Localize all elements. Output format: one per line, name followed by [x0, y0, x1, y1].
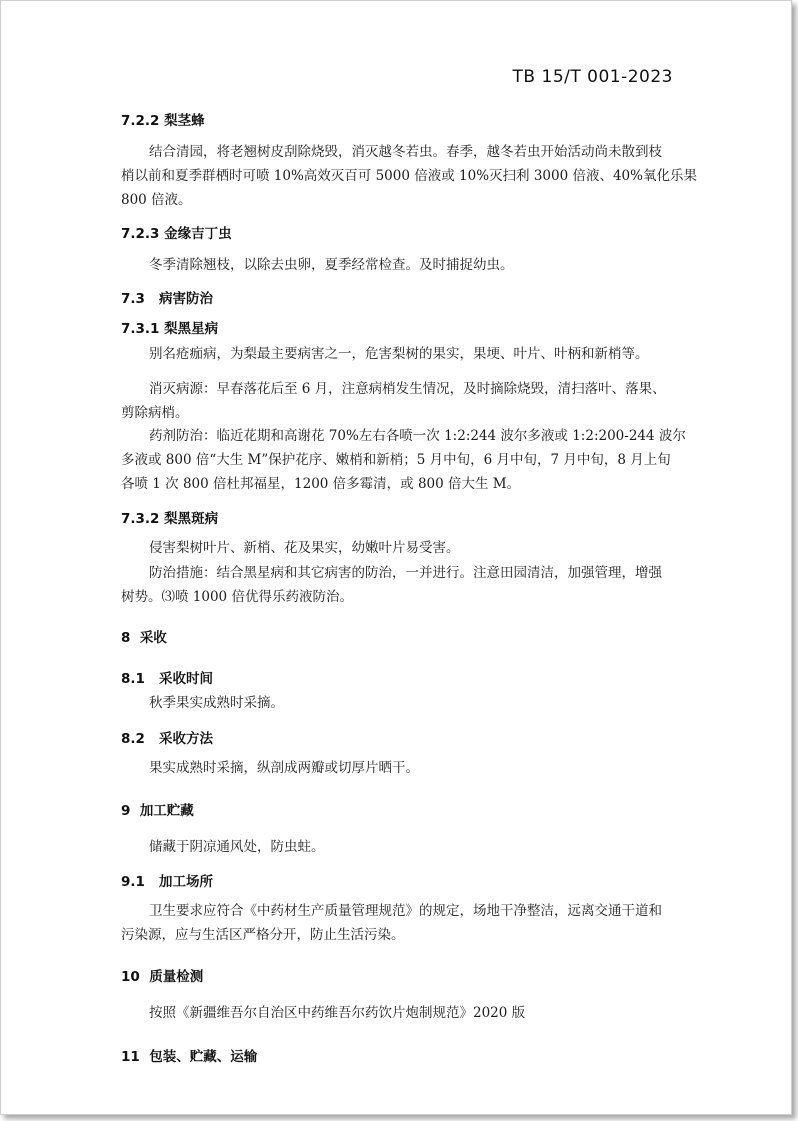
paragraph-9	[121, 835, 681, 859]
paragraph-line: 消灭病源：早春落花后至 6 月，注意病梢发生情况，及时摘除烧毁，清扫落叶、落果、	[149, 381, 666, 397]
paragraph-line: 污染源，应与生活区严格分开，防止生活污染。	[121, 927, 405, 943]
heading-number: 7.3.2	[121, 511, 160, 527]
heading-title: 加工场所	[159, 874, 214, 890]
paragraph-line: 储藏于阴凉通风处，防虫蛀。	[149, 839, 325, 855]
paragraph-line: 树势。⑶喷 1000 倍优得乐药液防治。	[121, 589, 353, 605]
heading-number: 8.2	[121, 731, 145, 747]
document-number: TB 15/T 001-2023	[512, 67, 673, 87]
heading-title: 梨黑斑病	[164, 511, 219, 527]
heading-title: 质量检测	[149, 969, 204, 985]
paragraph-line: 冬季清除翘枝，以除去虫卵，夏季经常检查。及时捕捉幼虫。	[149, 257, 514, 273]
paragraph-line: 卫生要求应符合《中药材生产质量管理规范》的规定，场地干净整洁，远离交通干道和	[149, 903, 662, 919]
heading-number: 10	[121, 969, 140, 985]
paragraph-7-3-1-b	[121, 377, 681, 425]
heading-title: 采收方法	[159, 731, 214, 747]
paragraph-8-2	[121, 756, 681, 780]
paragraph-8-1	[121, 691, 681, 715]
paragraph-10	[121, 1001, 681, 1025]
paragraph-line: 别名疮痂病，为梨最主要病害之一，危害梨树的果实，果埂、叶片、叶柄和新梢等。	[149, 346, 649, 362]
paragraph-line: 各喷 1 次 800 倍杜邦福星，1200 倍多霉清，或 800 倍大生 M。	[121, 476, 521, 492]
heading-11	[121, 1045, 257, 1065]
heading-number: 7.2.3	[121, 226, 160, 242]
paragraph-line: 侵害梨树叶片、新梢、花及果实，幼嫩叶片易受害。	[149, 540, 460, 556]
paragraph-9-1	[121, 899, 681, 947]
heading-title: 包装、贮藏、运输	[149, 1049, 258, 1065]
heading-number: 11	[121, 1049, 140, 1065]
heading-7-3-1	[121, 317, 218, 337]
heading-title: 采收	[139, 630, 167, 646]
heading-7-3-2	[121, 507, 218, 527]
heading-number: 8	[121, 630, 131, 646]
paragraph-line: 剪除病梢。	[121, 405, 189, 421]
heading-number: 7.3.1	[121, 321, 160, 337]
paragraph-line: 防治措施：结合黑星病和其它病害的防治，一并进行。注意田园清洁，加强管理，增强	[149, 565, 662, 581]
heading-title: 梨黑星病	[164, 321, 219, 337]
heading-title: 加工贮藏	[139, 803, 194, 819]
heading-9-1	[121, 870, 213, 890]
heading-title: 金缘吉丁虫	[164, 226, 232, 242]
paragraph-line: 结合清园，将老翘树皮刮除烧毁，消灭越冬若虫。春季，越冬若虫开始活动尚未散到枝	[149, 144, 662, 160]
heading-8	[121, 626, 167, 646]
paragraph-line: 800 倍液。	[121, 192, 192, 208]
heading-number: 9	[121, 803, 131, 819]
paragraph-7-3-2-a	[121, 536, 681, 560]
heading-7-2-2	[121, 109, 205, 129]
paragraph-line: 多液或 800 倍“大生 M”保护花序、嫩梢和新梢；5 月中旬，6 月中旬，7 月中旬，8 月上旬	[121, 452, 671, 468]
paragraph-7-2-3	[121, 253, 681, 277]
paragraph-7-2-2	[121, 140, 697, 212]
heading-9	[121, 799, 194, 819]
heading-7-3	[121, 287, 213, 307]
heading-title: 采收时间	[159, 671, 214, 687]
heading-8-1	[121, 667, 213, 687]
heading-title: 梨茎蜂	[164, 113, 205, 129]
paragraph-line: 按照《新疆维吾尔自治区中药维吾尔药饮片炮制规范》2020 版	[149, 1005, 526, 1021]
heading-number: 8.1	[121, 671, 145, 687]
heading-title: 病害防治	[159, 291, 214, 307]
paragraph-line: 梢以前和夏季群栖时可喷 10%高效灭百可 5000 倍液或 10%灭扫利 3000 倍液、40%氧化乐果	[121, 168, 697, 184]
paragraph-7-3-1-a	[121, 342, 681, 366]
paragraph-7-3-2-b	[121, 561, 681, 609]
paragraph-7-3-1-c	[121, 424, 686, 496]
heading-number: 7.3	[121, 291, 145, 307]
heading-7-2-3	[121, 222, 232, 242]
heading-8-2	[121, 727, 213, 747]
heading-number: 7.2.2	[121, 113, 160, 129]
paragraph-line: 药剂防治：临近花期和高谢花 70%左右各喷一次 1:2:244 波尔多液或 1:2:200-244 波尔	[149, 428, 686, 444]
paragraph-line: 果实成熟时采摘，纵剖成两瓣或切厚片晒干。	[149, 760, 419, 776]
heading-number: 9.1	[121, 874, 145, 890]
paragraph-line: 秋季果实成熟时采摘。	[149, 695, 284, 711]
heading-10	[121, 965, 203, 985]
